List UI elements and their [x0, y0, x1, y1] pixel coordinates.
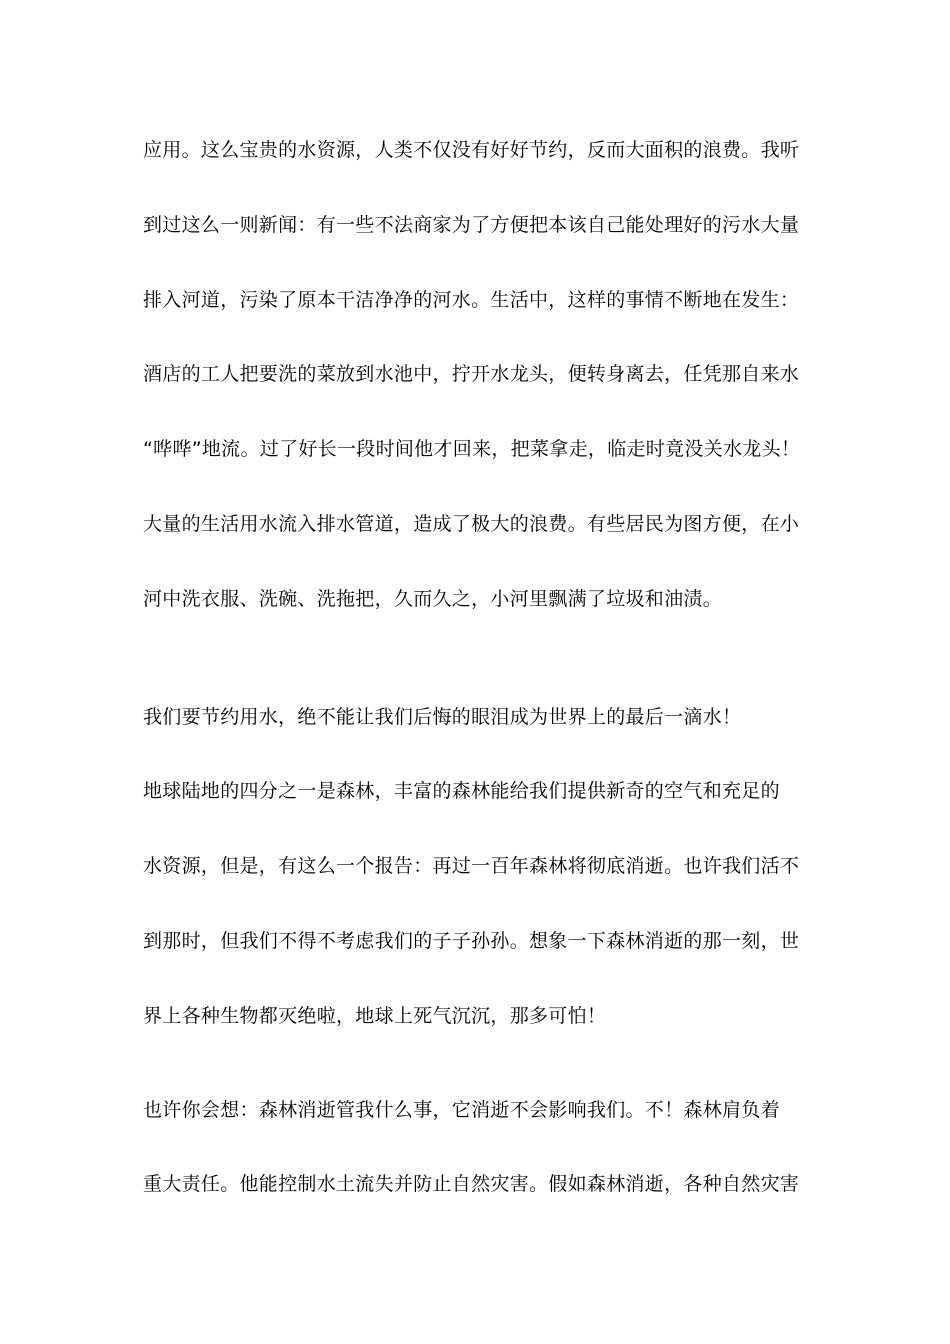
text-line-6: 大量的生活用水流入排水管道，造成了极大的浪费。有些居民为图方便，在小	[143, 513, 800, 535]
text-line-8: 我们要节约用水，绝不能让我们后悔的眼泪成为世界上的最后一滴水！	[143, 706, 742, 728]
text-line-12: 界上各种生物都灭绝啦，地球上死气沉沉，那多可怕！	[143, 1005, 607, 1027]
text-line-10: 水资源，但是，有这么一个报告：再过一百年森林将彻底消逝。也许我们活不	[143, 855, 800, 877]
text-line-9: 地球陆地的四分之一是森林，丰富的森林能给我们提供新奇的空气和充足的	[143, 780, 780, 802]
text-line-3: 排入河道，污染了原本干洁净净的河水。生活中，这样的事情不断地在发生：	[143, 289, 800, 311]
text-line-14: 重大责任。他能控制水土流失并防止自然灾害。假如森林消逝，各种自然灾害	[143, 1173, 800, 1195]
text-line-2: 到过这么一则新闻：有一些不法商家为了方便把本该自己能处理好的污水大量	[143, 214, 800, 236]
text-line-5: “哗哗”地流。过了好长一段时间他才回来，把菜拿走，临走时竟没关水龙头！	[143, 438, 801, 460]
text-line-4: 酒店的工人把要洗的菜放到水池中，拧开水龙头，便转身离去，任凭那自来水	[143, 363, 800, 385]
text-line-11: 到那时，但我们不得不考虑我们的子子孙孙。想象一下森林消逝的那一刻，世	[143, 930, 800, 952]
text-line-1: 应用。这么宝贵的水资源，人类不仅没有好好节约，反而大面积的浪费。我听	[143, 139, 800, 161]
text-line-7: 河中洗衣服、洗碗、洗拖把，久而久之，小河里飘满了垃圾和油渍。	[143, 588, 723, 610]
text-line-13: 也许你会想：森林消逝管我什么事，它消逝不会影响我们。不！森林肩负着	[143, 1099, 780, 1121]
